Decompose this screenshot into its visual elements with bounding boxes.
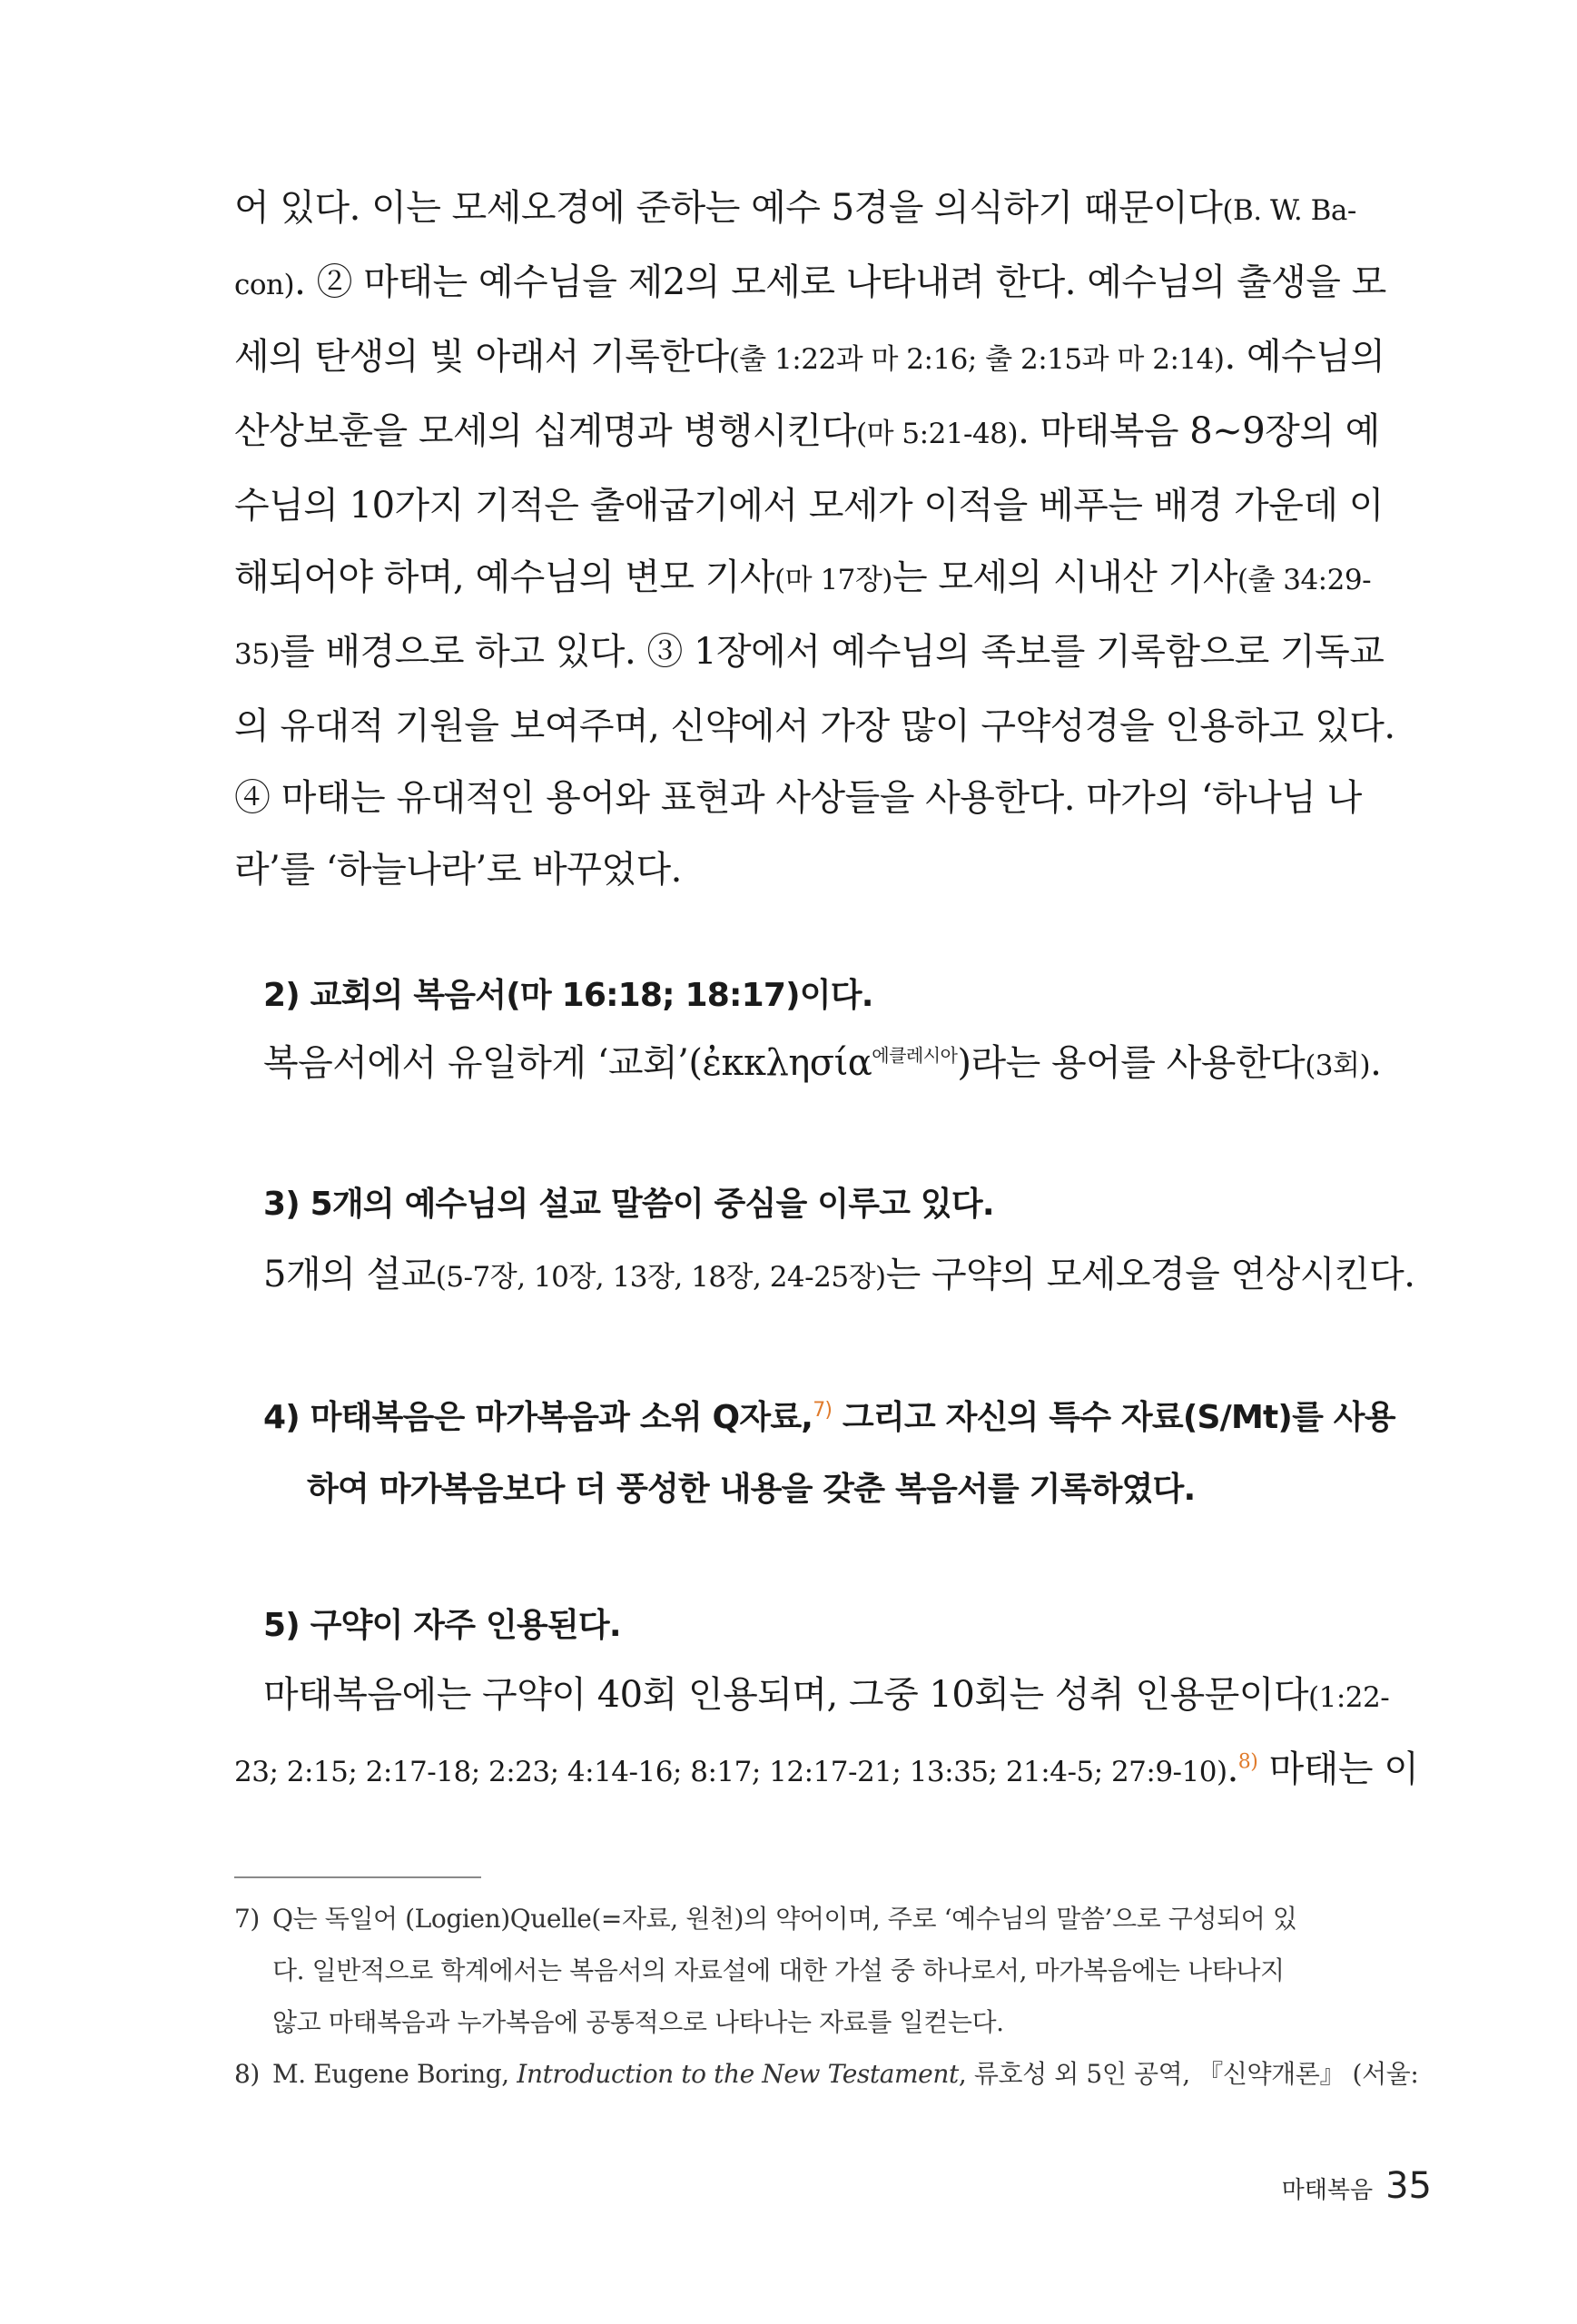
body-line: 의 유대적 기원을 보여주며, 신약에서 가장 많이 구약성경을 인용하고 있다. — [234, 705, 1395, 747]
section-heading-5: 5) 구약이 자주 인용된다. — [263, 1607, 621, 1644]
body-line: ④ 마태는 유대적인 용어와 표현과 사상들을 사용한다. 마가의 ‘하나님 나 — [234, 777, 1362, 819]
page-number: 35 — [1385, 2165, 1432, 2207]
footnote-separator — [234, 1876, 481, 1878]
body-line: 어 있다. 이는 모세오경에 준하는 예수 5경을 의식하기 때문이다(B. W. Ba- — [234, 187, 1356, 229]
section-heading-2: 2) 교회의 복음서(마 16:18; 18:17)이다. — [263, 977, 873, 1014]
body-line: con). ② 마태는 예수님을 제2의 모세로 나타내려 한다. 예수님의 출생을 모 — [234, 261, 1386, 303]
footnote-number: 7) — [234, 1904, 260, 1934]
pronunciation-note: 에클레시아 — [872, 1044, 958, 1067]
book-title: Introduction to the New Testament — [517, 2059, 959, 2089]
footnote-8: 8) M. Eugene Boring, Introduction to the New Testament, 류호성 외 5인 공역, 『신약개론』 (서울: — [234, 2048, 1433, 2100]
running-head: 마태복음 — [1281, 2177, 1374, 2204]
section-heading-4: 4) 마태복음은 마가복음과 소위 Q자료,$^{7)}$ 그리고 자신의 특수 자료(S/Mt)를 사용 하여 마가복음보다 더 풍성한 내용을 갖춘 복음서를 기록하였다. — [263, 1399, 1395, 1508]
body-line: 수님의 10가지 기적은 출애굽기에서 모세가 이적을 베푸는 배경 가운데 이 — [234, 485, 1384, 527]
section-text-5: 마태복음에는 구약이 40회 인용되며, 그중 10회는 성취 인용문이다(1:22- 23; 2:15; 2:17-18; 2:23; 4:14-16; 8:17; 12:17-21; 13:35; 21:4-5; 27:9-10).$^{8)}$ 마태는 이 — [234, 1674, 1419, 1790]
section-text-2: 복음서에서 유일하게 ‘교회’(ἐκκλησία$^{에클레시아}$)라는 용어를 사용한다(3회). — [263, 1042, 1382, 1084]
section-text-3: 5개의 설교(5-7장, 10장, 13장, 18장, 24-25장)는 구약의 모세오경을 연상시킨다. — [263, 1254, 1415, 1295]
body-line: 산상보훈을 모세의 십계명과 병행시킨다(마 5:21-48). 마태복음 8~9장의 예 — [234, 410, 1380, 452]
footnote-ref-7[interactable]: 7) — [813, 1399, 833, 1422]
section-heading-3: 3) 5개의 예수님의 설교 말씀이 중심을 이루고 있다. — [263, 1186, 994, 1223]
page-footer — [1282, 2165, 1432, 2207]
footnote-ref-8[interactable]: 8) — [1237, 1750, 1258, 1774]
body-paragraph — [234, 172, 1433, 906]
body-line: 35)를 배경으로 하고 있다. ③ 1장에서 예수님의 족보를 기록함으로 기독교 — [234, 631, 1385, 673]
body-line: 라’를 ‘하늘나라’로 바꾸었다. — [234, 849, 682, 891]
body-line: 세의 탄생의 빛 아래서 기록한다(출 1:22과 마 2:16; 출 2:15과 마 2:14). 예수님의 — [234, 336, 1385, 378]
body-line: 해되어야 하며, 예수님의 변모 기사(마 17장)는 모세의 시내산 기사(출 34:29- — [234, 556, 1372, 598]
footnote-number: 8) — [234, 2059, 260, 2089]
footnote-7: 7) Q는 독일어 (Logien)Quelle(=자료, 원천)의 약어이며, 주로 ‘예수님의 말씀’으로 구성되어 있 다. 일반적으로 학계에서는 복음서의 자료설에 대한 가설 중 하나로서, 마가복음에는 나타나지 않고 마태복음과 누가복음에 공통적으로 나타나는 자료를 일컫는다. — [234, 1893, 1433, 2048]
